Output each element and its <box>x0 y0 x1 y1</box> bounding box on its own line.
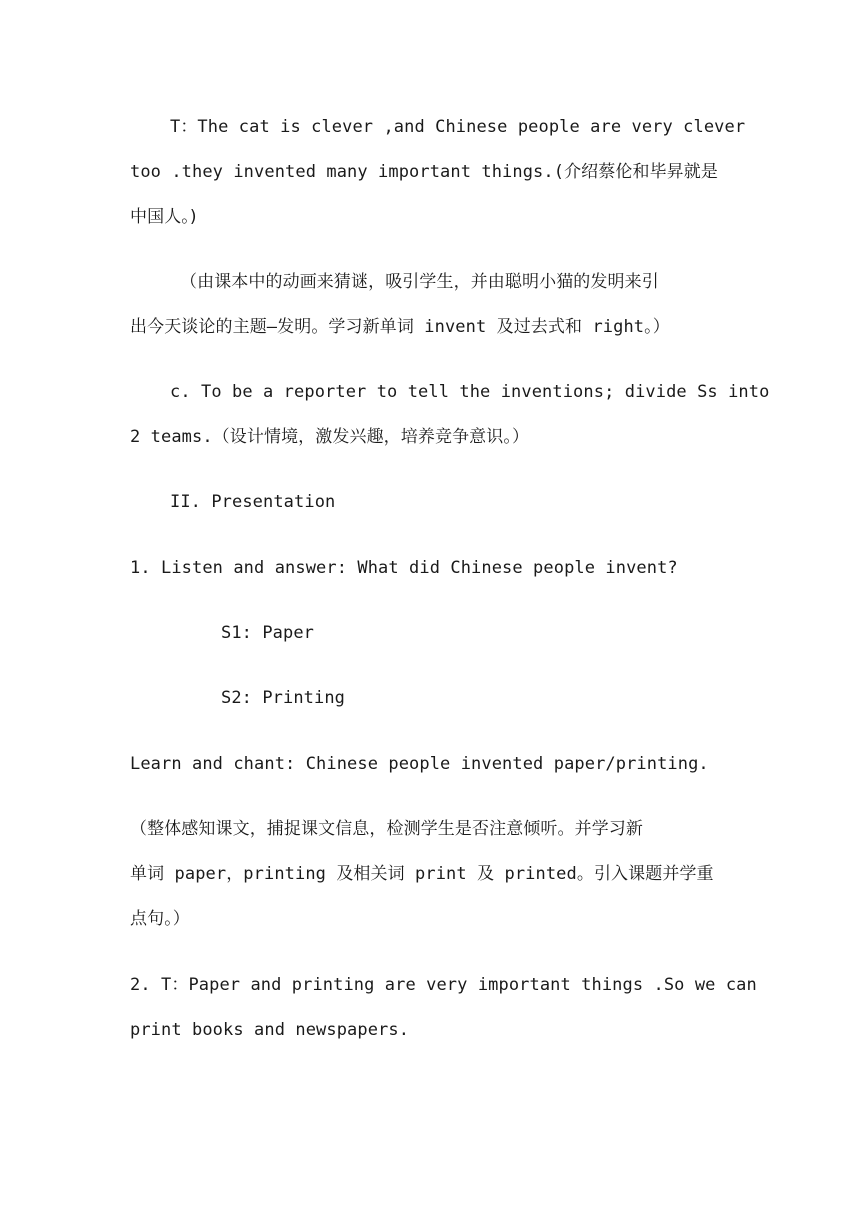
section-heading: II. Presentation <box>170 492 336 512</box>
paragraph-line: c. To be a reporter to tell the inventions; divide Ss into <box>170 382 770 402</box>
student-answer: S1: Paper <box>221 623 315 643</box>
paragraph-line: print books and newspapers. <box>130 1020 410 1040</box>
paragraph-line: 点句。） <box>130 909 190 929</box>
paragraph-line: too .they invented many important things.(介绍蔡伦和毕昇就是 <box>130 162 718 182</box>
paragraph-line: 中国人。) <box>130 207 197 227</box>
paragraph-line: 2. T：Paper and printing are very important things .So we can <box>130 975 757 995</box>
paragraph-line: T：The cat is clever ,and Chinese people are very clever <box>170 117 746 137</box>
student-answer: S2: Printing <box>221 688 346 708</box>
question-line: 1. Listen and answer: What did Chinese people invent? <box>130 558 678 578</box>
chant-line: Learn and chant: Chinese people invented paper/printing. <box>130 754 709 774</box>
paragraph-line: （由课本中的动画来猜谜，吸引学生，并由聪明小猫的发明来引 <box>180 272 659 292</box>
paragraph-line: 出今天谈论的主题—发明。学习新单词 invent 及过去式和 right。） <box>130 317 670 337</box>
paragraph-line: （整体感知课文，捕捉课文信息，检测学生是否注意倾听。并学习新 <box>130 819 643 839</box>
paragraph-line: 单词 paper，printing 及相关词 print 及 printed。引入课题并学重 <box>130 864 714 884</box>
paragraph-line: 2 teams.（设计情境，激发兴趣，培养竞争意识。） <box>130 427 530 447</box>
